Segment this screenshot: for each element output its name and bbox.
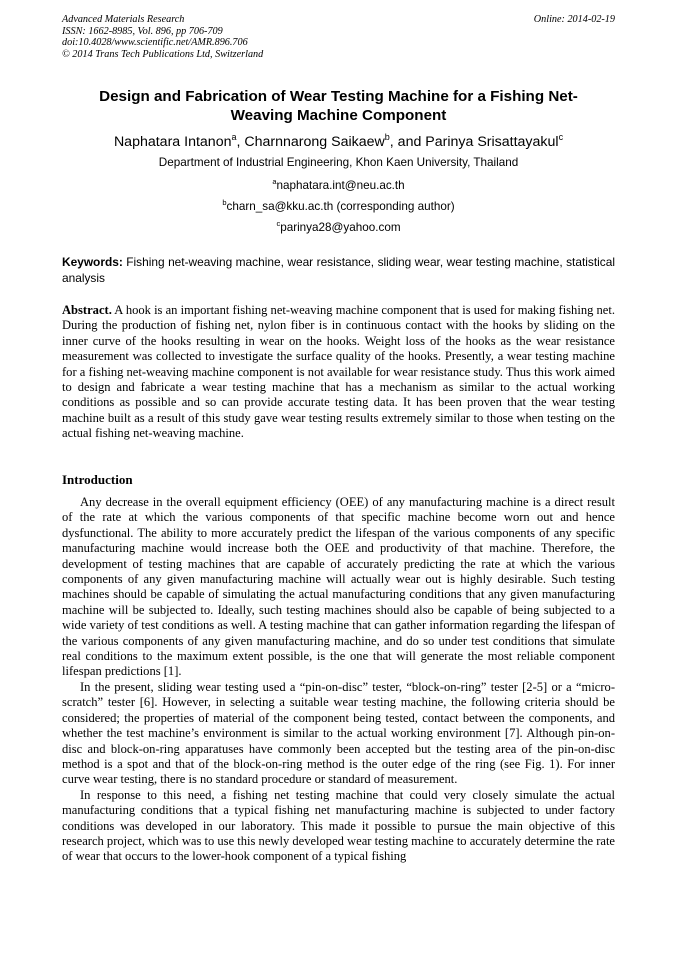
intro-paragraph-3: In response to this need, a fishing net testing machine that could very closely simulate the actual manufacturing conditions that a typical fishing net manufacturing machine is subjected to under factory conditions was developed in our laboratory. This made it possible to pursue the main objective of this research project, which was to use this newly developed wear testing machine to accurately determine the rate of wear that occurs to the lower-hook component of a typical fishing [62, 787, 615, 864]
doi-line[interactable]: doi:10.4028/www.scientific.net/AMR.896.706 [62, 37, 248, 49]
email-c[interactable]: $^c$parinya28@yahoo.com [276, 219, 401, 234]
online-date: Online: 2014-02-19 [533, 14, 615, 25]
introduction-heading: Introduction [62, 472, 133, 487]
author-list [62, 133, 615, 151]
abstract [62, 303, 615, 442]
keywords [62, 254, 615, 286]
author-2-affil-mark: b [384, 132, 390, 142]
journal-name: Advanced Materials Research [62, 14, 185, 25]
keywords-label: Keywords: [62, 255, 123, 269]
copyright-line: © 2014 Trans Tech Publications Ltd, Switzerland [62, 48, 264, 60]
author-1-affil-mark: a [231, 132, 237, 142]
author-3: , and Parinya Srisattayakul [389, 134, 559, 150]
author-1: Naphatara Intanon [113, 134, 232, 150]
journal-header [62, 14, 615, 60]
abstract-text: A hook is an important fishing net-weaving machine component that is used for making fishing net. During the production of fishing net, nylon fiber is in continuous contact with the hooks by sliding on the inner curve of the hooks resulting in wear on the hooks. Weight loss of the hooks as the wear resistance measurement was collected to investigate the surface quality of the hooks. Presently, a wear testing machine for a fishing net-weaving machine component is not available for wear resistance study. Thus this work aimed to design and fabricate a wear testing machine that has a mechanism as similar to the actual working conditions as possible and so can provide accurate testing data. It has been proven that the wear testing machine built as a result of this study gave wear testing results extremely similar to those when testing on the actual fishing net-weaving machine. [62, 303, 615, 441]
issn-line: ISSN: 1662-8985, Vol. 896, pp 706-709 [62, 25, 223, 37]
author-2: , Charnnarong Saikaew [236, 134, 385, 150]
paper-title [62, 87, 615, 125]
title-line-1: Design and Fabrication of Wear Testing Machine for a Fishing Net- [99, 88, 578, 105]
intro-paragraph-1: Any decrease in the overall equipment efficiency (OEE) of any manufacturing machine is a direct result of the rate at which the various components of that specific machine become worn out and hence dysfunctional. The ability to more accurately predict the lifespan of the various components of any specific manufacturing machine would increase both the OEE and productivity of that machine. Therefore, the development of testing machines that are capable of accurately predicting the rate at which the various components of any given manufacturing machine will actually wear out is highly desirable. Such testing machines should be capable of simulating the actual manufacturing conditions that any given manufacturing machine will be subjected to. Ideally, such testing machines should also be capable of being subjected to a wide variety of test conditions as well. A testing machine that can gather information regarding the lifespan of the various components of any given manufacturing machine, and do so under test conditions that simulate real conditions to the maximum extent possible, is the one that will generate the most reliable component lifespan predictions [1]. [62, 495, 615, 679]
intro-paragraph-2: In the present, sliding wear testing used a “pin-on-disc” tester, “block-on-ring” tester [2-5] or a “micro-scratch” tester [6]. However, in selecting a suitable wear testing machine, the following criteria should be considered; the properties of material of the component being tested, contact between the components, and whether the test machine’s environment is similar to the actual working environment [7]. Although pin-on-disc and block-on-ring apparatuses have commonly been accepted but the testing area of the pin-on-disc method is a spot and that of the block-on-ring method is the outer edge of the ring (see Fig. 1). For inner curve wear testing, there is no standard procedure or standard of measurement. [62, 679, 615, 787]
title-line-2: Weaving Machine Component [230, 107, 447, 124]
introduction-body [62, 495, 615, 865]
email-b[interactable]: $^b$charn_sa@kku.ac.th (corresponding author) [222, 198, 455, 213]
keywords-text: Fishing net-weaving machine, wear resistance, sliding wear, wear testing machine, statistical analysis [62, 255, 615, 285]
author-3-affil-mark: c [558, 132, 564, 142]
abstract-label: Abstract. [62, 303, 112, 317]
affiliation: Department of Industrial Engineering, Khon Kaen University, Thailand [158, 156, 519, 169]
email-a[interactable]: $^a$naphatara.int@neu.ac.th [272, 177, 405, 192]
